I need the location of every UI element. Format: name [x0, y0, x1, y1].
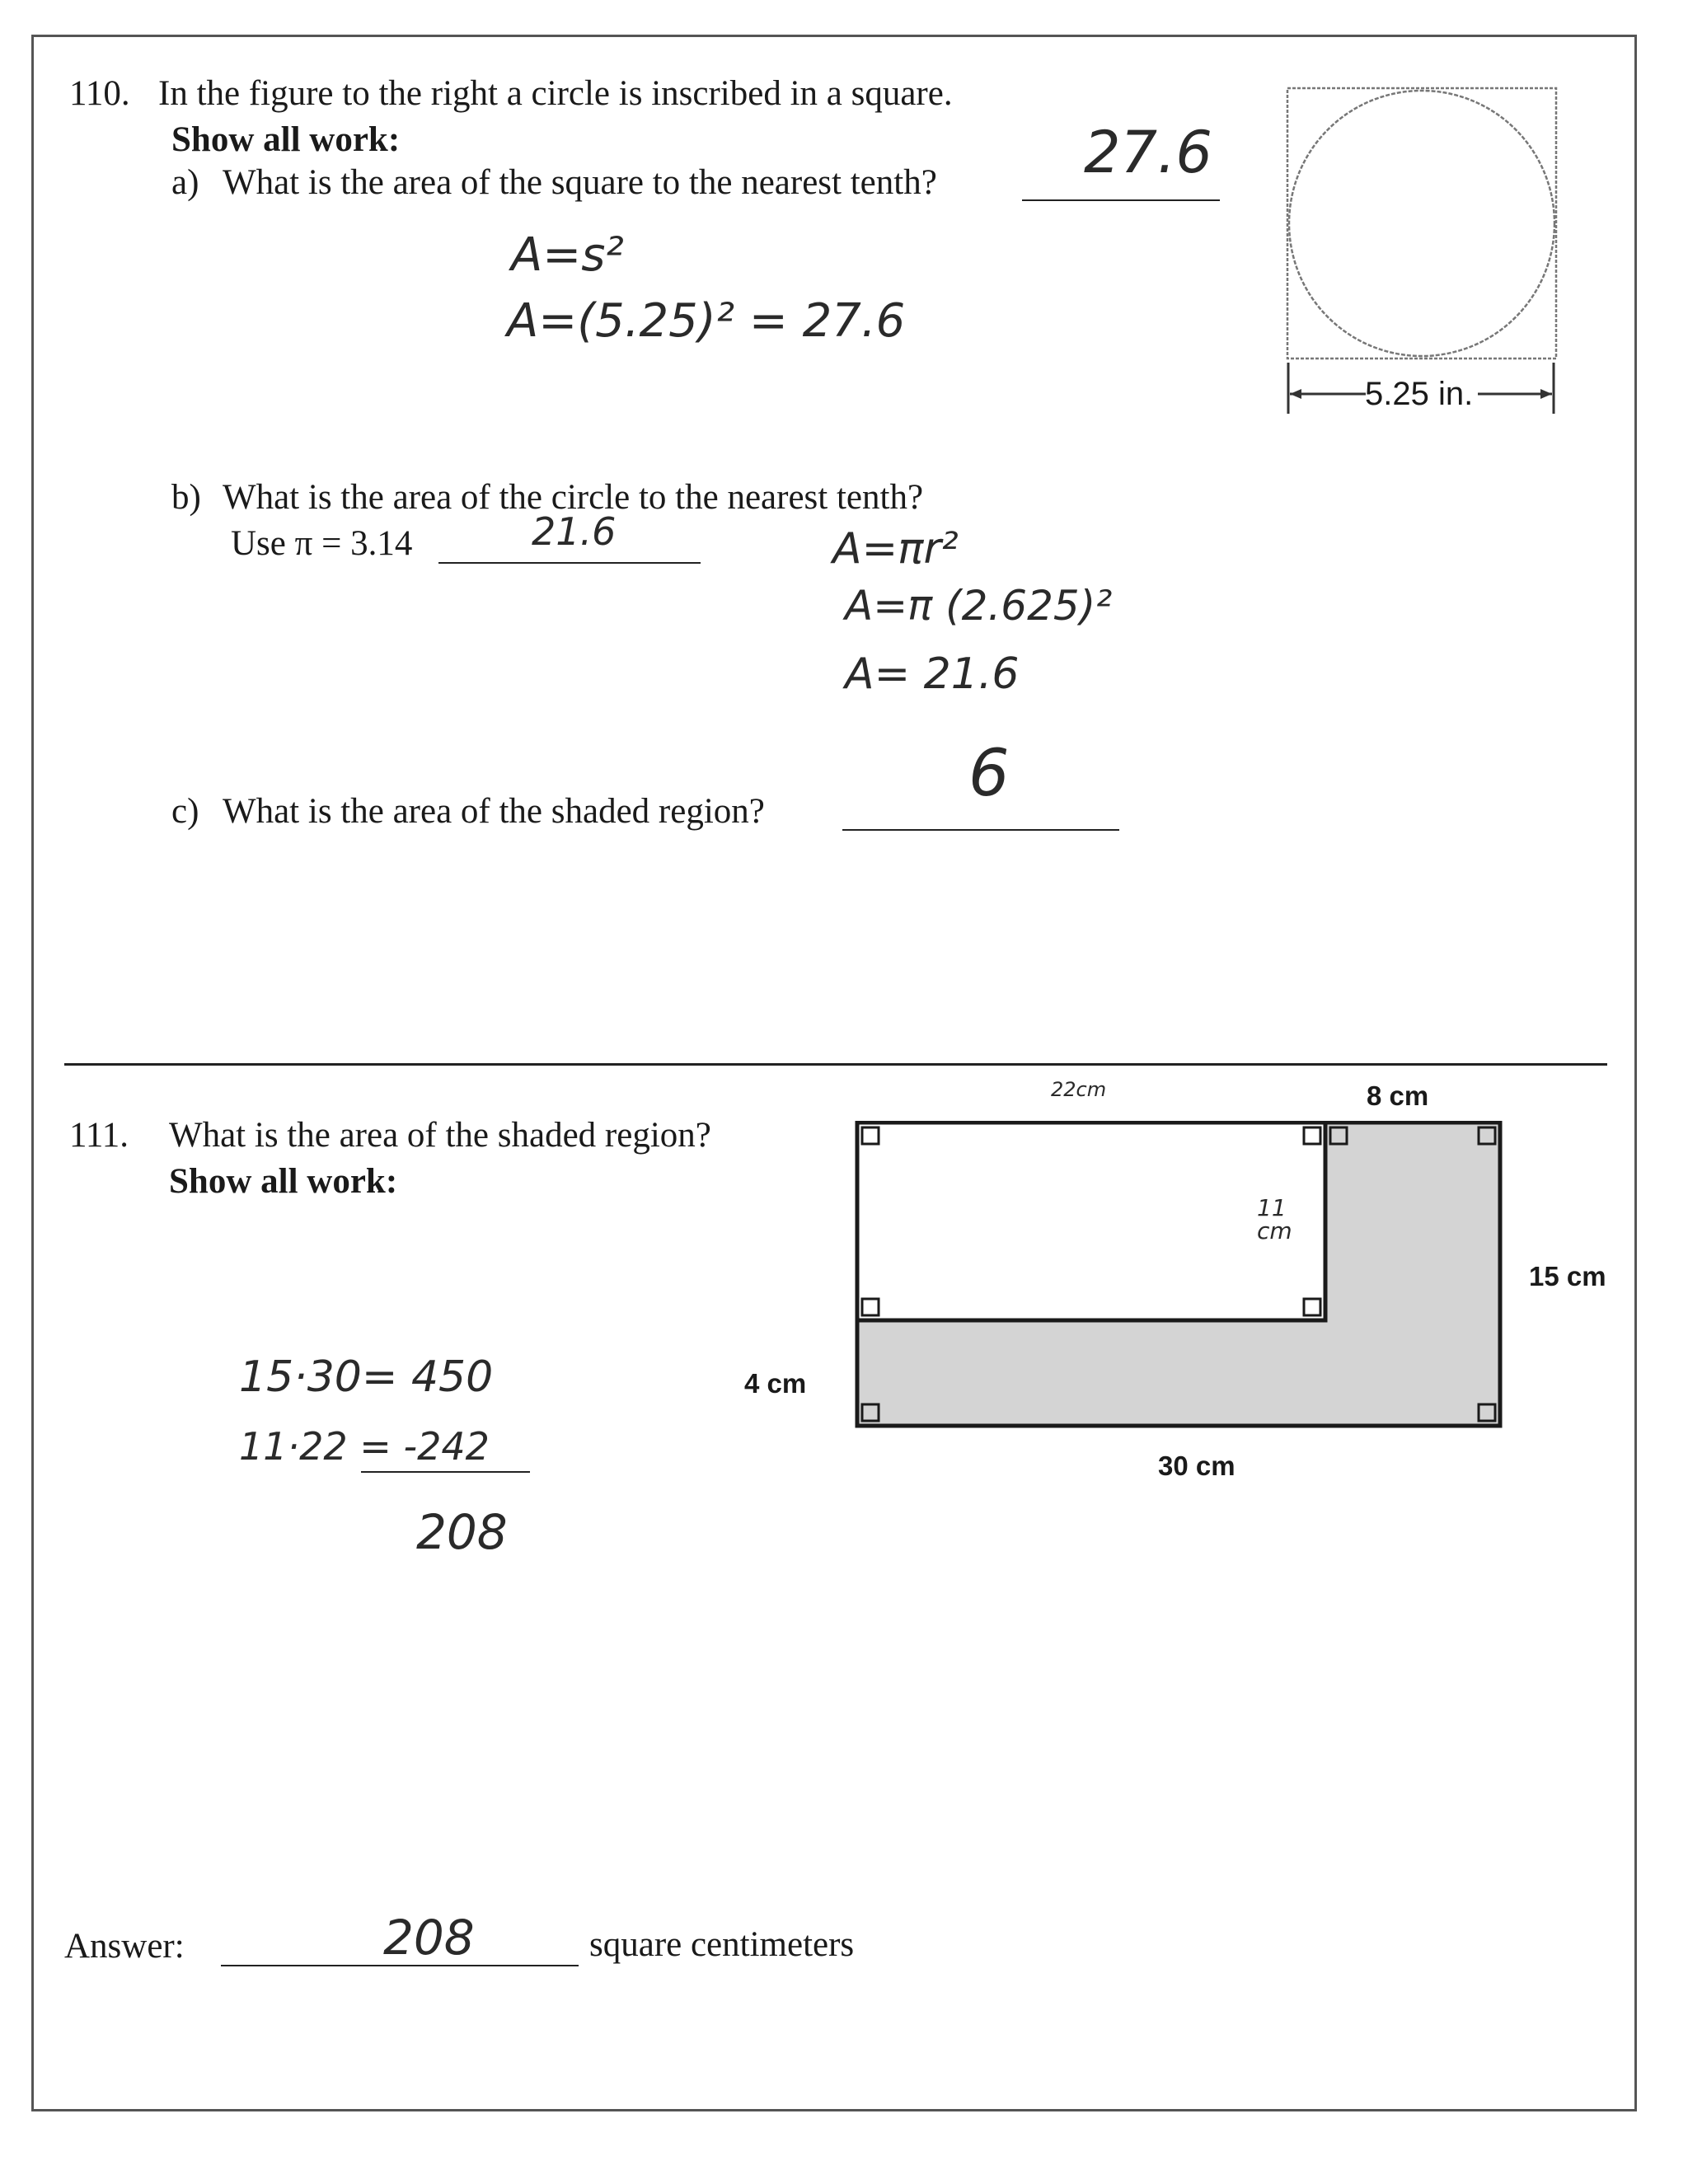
- part-a-work-line-1: A=s²: [511, 228, 624, 282]
- q111-work-line-2: 11·22 = -242: [239, 1424, 490, 1469]
- question-110-show-work: Show all work:: [171, 120, 401, 159]
- q111-work-result: 208: [416, 1504, 508, 1560]
- part-a-question: What is the area of the square to the nearest tenth?: [223, 163, 937, 202]
- part-b-work-line-1: A=πr²: [832, 524, 959, 574]
- label-8cm: 8 cm: [1367, 1080, 1429, 1111]
- part-c-answer-line: [842, 829, 1119, 831]
- shaded-region-figure: [849, 1121, 1517, 1434]
- square-side-label: 5.25 in.: [1365, 376, 1474, 412]
- q111-work-line-1: 15·30= 450: [239, 1352, 494, 1402]
- part-c-answer: 6: [968, 737, 1010, 811]
- part-b-label: b): [171, 478, 201, 517]
- answer-unit: square centimeters: [589, 1925, 855, 1964]
- answer-value: 208: [383, 1910, 475, 1966]
- question-110-prompt: In the figure to the right a circle is inscribed in a square.: [158, 74, 953, 113]
- label-15cm: 15 cm: [1529, 1261, 1606, 1291]
- part-a-answer-line: [1022, 199, 1220, 201]
- part-b-question: What is the area of the circle to the nearest tenth?: [223, 478, 924, 517]
- question-divider: [64, 1063, 1607, 1066]
- handwritten-22cm-note: 22cm: [1051, 1078, 1107, 1101]
- part-b-pi-value: Use π = 3.14: [231, 524, 413, 563]
- question-111-show-work: Show all work:: [169, 1162, 398, 1201]
- part-b-work-line-3: A= 21.6: [845, 649, 1020, 699]
- handwritten-11cm-note: 11 cm: [1257, 1194, 1292, 1244]
- q111-work-underline: [361, 1471, 530, 1473]
- part-a-answer: 27.6: [1084, 119, 1212, 186]
- part-b-work-line-2: A=π (2.625)²: [845, 582, 1113, 630]
- part-c-question: What is the area of the shaded region?: [223, 792, 765, 831]
- label-4cm: 4 cm: [744, 1368, 807, 1399]
- question-110-number: 110.: [69, 74, 130, 113]
- answer-label: Answer:: [64, 1927, 185, 1966]
- part-c-label: c): [171, 792, 199, 831]
- part-b-answer-line: [438, 562, 701, 564]
- part-a-label: a): [171, 163, 199, 202]
- part-a-work-line-2: A=(5.25)² = 27.6: [507, 294, 906, 348]
- part-b-answer: 21.6: [532, 509, 617, 554]
- question-111-prompt: What is the area of the shaded region?: [169, 1116, 711, 1155]
- label-30cm: 30 cm: [1158, 1451, 1236, 1481]
- question-111-number: 111.: [69, 1116, 129, 1155]
